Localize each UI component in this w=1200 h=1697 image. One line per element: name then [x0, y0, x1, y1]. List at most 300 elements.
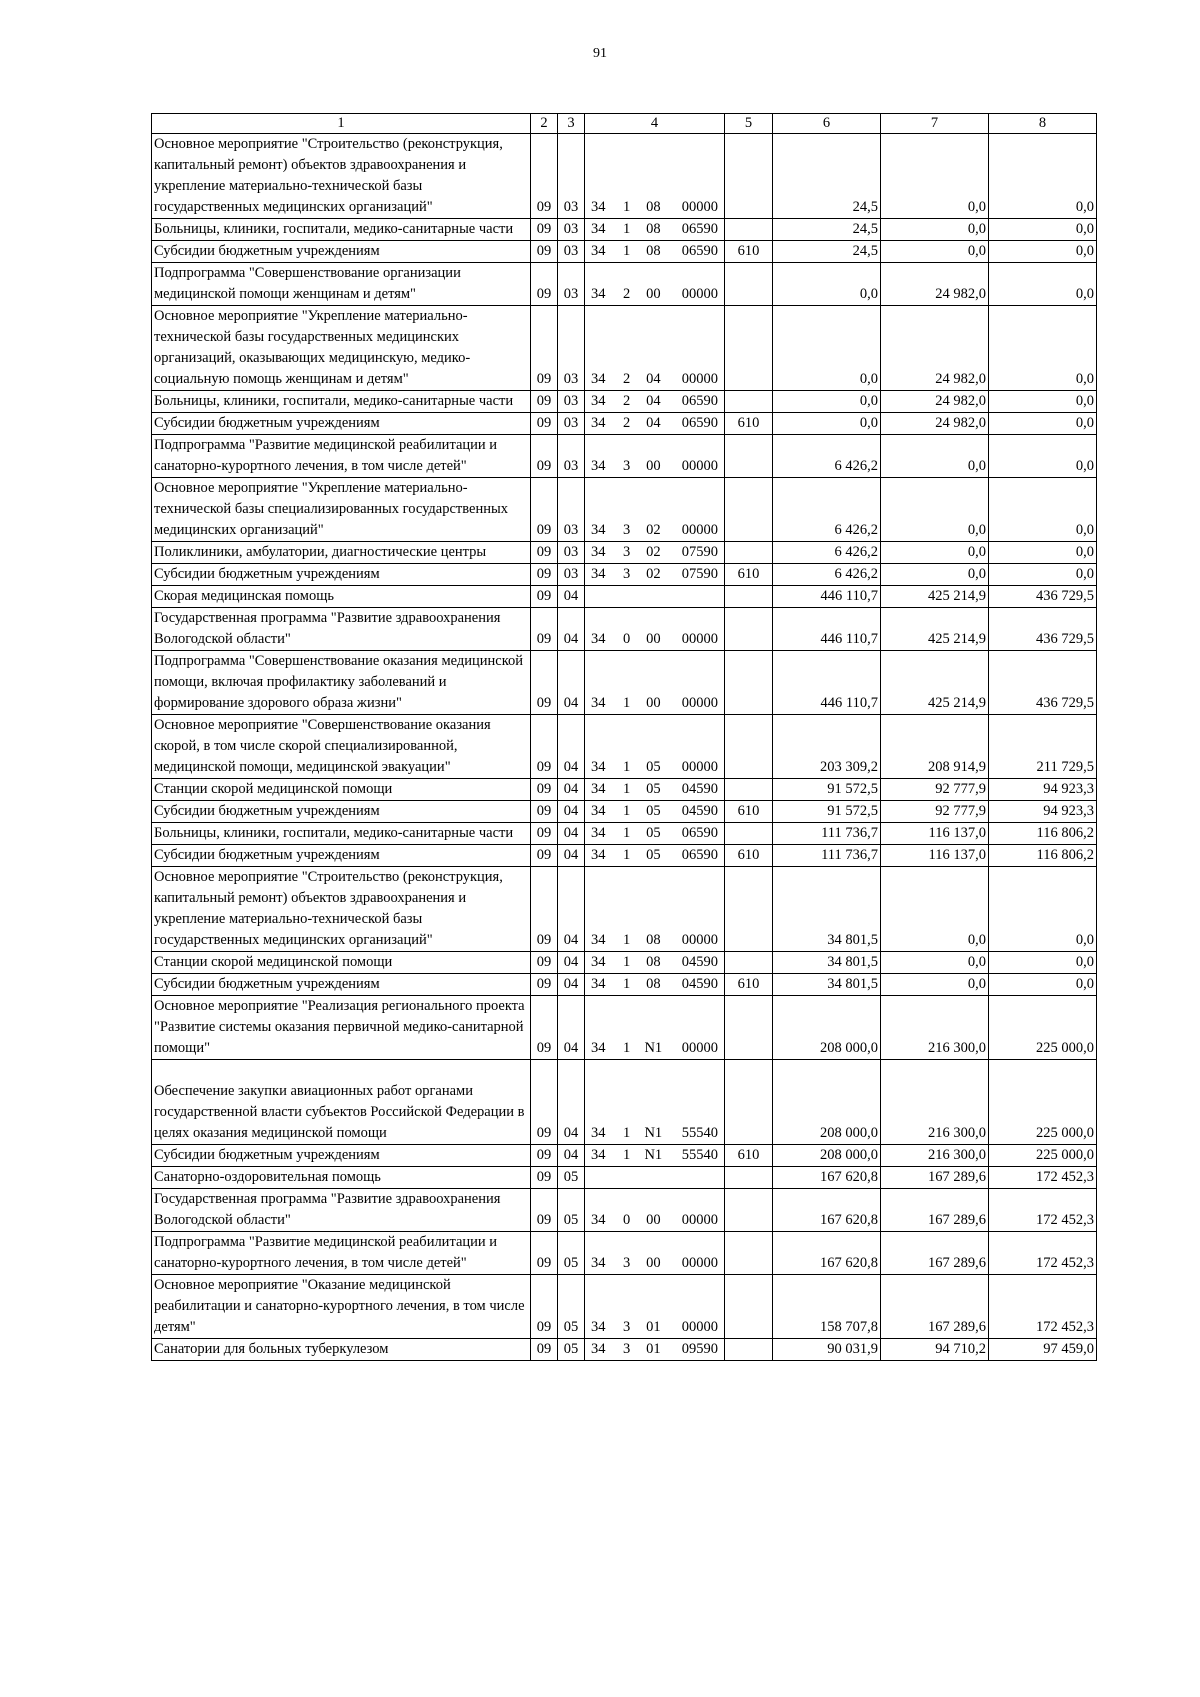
code-event: 08: [646, 221, 661, 237]
cell-amount-col8: 0,0: [989, 435, 1097, 478]
cell-amount-col8: 0,0: [989, 413, 1097, 435]
page-number: 91: [593, 46, 607, 61]
code-subprogram: 3: [623, 458, 631, 474]
row-name: Субсидии бюджетным учреждениям: [152, 801, 531, 823]
cell-amount-col6: 111 736,7: [773, 823, 881, 845]
cell-section: 09: [531, 823, 558, 845]
code-event: 08: [646, 243, 661, 259]
code-direction: 55540: [681, 1147, 718, 1163]
cell-amount-col7: 216 300,0: [881, 1145, 989, 1167]
cell-amount-col6: 208 000,0: [773, 1145, 881, 1167]
cell-amount-col8: 116 806,2: [989, 845, 1097, 867]
cell-subsection: 04: [558, 867, 585, 952]
cell-amount-col6: 203 309,2: [773, 715, 881, 779]
header-cell: 3: [558, 114, 585, 134]
table-row: [152, 974, 1097, 996]
code-program: 34: [591, 1125, 606, 1141]
cell-expense-type: [725, 1275, 773, 1339]
table-row: [152, 823, 1097, 845]
code-event: 00: [646, 458, 661, 474]
table-row: [152, 564, 1097, 586]
cell-amount-col8: 0,0: [989, 241, 1097, 263]
code-subprogram: 1: [623, 221, 631, 237]
cell-target-code: [585, 608, 725, 651]
code-subprogram: 3: [623, 1319, 631, 1335]
cell-expense-type: [725, 779, 773, 801]
code-program: 34: [591, 458, 606, 474]
cell-section: 09: [531, 1339, 558, 1361]
cell-section: 09: [531, 801, 558, 823]
code-event: 05: [646, 847, 661, 863]
header-cell: 4: [585, 114, 725, 134]
cell-expense-type: [725, 715, 773, 779]
code-program: 34: [591, 631, 606, 647]
cell-section: 09: [531, 435, 558, 478]
row-name: Основное мероприятие "Укрепление материально-технической базы специализированных государственных медицинских организаций": [152, 478, 531, 542]
code-program: 34: [591, 954, 606, 970]
cell-section: 09: [531, 391, 558, 413]
code-direction: 00000: [681, 759, 718, 775]
table-row: [152, 801, 1097, 823]
code-program: 34: [591, 847, 606, 863]
table-row: [152, 1189, 1097, 1232]
cell-target-code: [585, 845, 725, 867]
cell-amount-col7: 0,0: [881, 435, 989, 478]
cell-amount-col6: 24,5: [773, 134, 881, 219]
cell-expense-type: 610: [725, 241, 773, 263]
cell-amount-col7: 0,0: [881, 564, 989, 586]
cell-section: 09: [531, 263, 558, 306]
cell-section: 09: [531, 241, 558, 263]
cell-amount-col8: 0,0: [989, 974, 1097, 996]
cell-section: 09: [531, 413, 558, 435]
cell-amount-col7: 425 214,9: [881, 651, 989, 715]
cell-expense-type: [725, 1167, 773, 1189]
cell-amount-col8: 172 452,3: [989, 1167, 1097, 1189]
cell-section: 09: [531, 1275, 558, 1339]
cell-amount-col6: 6 426,2: [773, 564, 881, 586]
code-event: 02: [646, 566, 661, 582]
cell-amount-col6: 6 426,2: [773, 435, 881, 478]
table-row: [152, 608, 1097, 651]
table-row: [152, 867, 1097, 952]
code-program: 34: [591, 781, 606, 797]
cell-amount-col6: 6 426,2: [773, 478, 881, 542]
table-row: [152, 1167, 1097, 1189]
cell-section: 09: [531, 845, 558, 867]
code-direction: 04590: [681, 803, 718, 819]
header-cell: 1: [152, 114, 531, 134]
cell-target-code: [585, 241, 725, 263]
row-name: Подпрограмма "Совершенствование организации медицинской помощи женщинам и детям": [152, 263, 531, 306]
table-row: [152, 1145, 1097, 1167]
cell-section: 09: [531, 608, 558, 651]
cell-target-code: [585, 1189, 725, 1232]
cell-amount-col8: 0,0: [989, 391, 1097, 413]
cell-amount-col8: 0,0: [989, 542, 1097, 564]
cell-section: 09: [531, 779, 558, 801]
code-program: 34: [591, 1319, 606, 1335]
code-program: 34: [591, 415, 606, 431]
table-row: [152, 996, 1097, 1060]
cell-amount-col7: 116 137,0: [881, 845, 989, 867]
cell-amount-col6: 91 572,5: [773, 779, 881, 801]
cell-subsection: 04: [558, 779, 585, 801]
cell-amount-col6: 158 707,8: [773, 1275, 881, 1339]
cell-amount-col8: 0,0: [989, 134, 1097, 219]
cell-subsection: 04: [558, 1060, 585, 1145]
budget-table: [151, 113, 1097, 1361]
cell-amount-col8: 0,0: [989, 564, 1097, 586]
table-row: [152, 779, 1097, 801]
row-name: Субсидии бюджетным учреждениям: [152, 974, 531, 996]
code-program: 34: [591, 803, 606, 819]
header-cell: 6: [773, 114, 881, 134]
cell-section: 09: [531, 1060, 558, 1145]
cell-section: 09: [531, 651, 558, 715]
cell-amount-col7: 24 982,0: [881, 263, 989, 306]
cell-subsection: 04: [558, 974, 585, 996]
cell-amount-col8: 436 729,5: [989, 586, 1097, 608]
cell-amount-col8: 211 729,5: [989, 715, 1097, 779]
cell-expense-type: 610: [725, 1145, 773, 1167]
cell-amount-col7: 24 982,0: [881, 306, 989, 391]
table-row: [152, 542, 1097, 564]
code-direction: 09590: [681, 1341, 718, 1357]
cell-expense-type: [725, 996, 773, 1060]
code-program: 34: [591, 544, 606, 560]
row-name: Больницы, клиники, госпитали, медико-санитарные части: [152, 219, 531, 241]
row-name: Подпрограмма "Развитие медицинской реабилитации и санаторно-курортного лечения, в том числе детей": [152, 1232, 531, 1275]
cell-target-code: [585, 952, 725, 974]
code-program: 34: [591, 286, 606, 302]
cell-amount-col7: 216 300,0: [881, 996, 989, 1060]
cell-amount-col7: 92 777,9: [881, 801, 989, 823]
table-row: [152, 391, 1097, 413]
cell-section: 09: [531, 306, 558, 391]
cell-amount-col8: 172 452,3: [989, 1189, 1097, 1232]
cell-amount-col7: 167 289,6: [881, 1167, 989, 1189]
cell-amount-col7: 216 300,0: [881, 1060, 989, 1145]
cell-expense-type: [725, 263, 773, 306]
cell-target-code: [585, 435, 725, 478]
code-event: 08: [646, 954, 661, 970]
cell-amount-col6: 0,0: [773, 391, 881, 413]
code-event: 01: [646, 1319, 661, 1335]
cell-amount-col8: 116 806,2: [989, 823, 1097, 845]
row-name: Субсидии бюджетным учреждениям: [152, 413, 531, 435]
cell-section: 09: [531, 1232, 558, 1275]
cell-amount-col7: 94 710,2: [881, 1339, 989, 1361]
code-direction: 00000: [681, 1212, 718, 1228]
cell-amount-col6: 0,0: [773, 413, 881, 435]
code-subprogram: 0: [623, 631, 631, 647]
cell-subsection: 05: [558, 1167, 585, 1189]
row-name: Больницы, клиники, госпитали, медико-санитарные части: [152, 823, 531, 845]
table-row: [152, 1275, 1097, 1339]
cell-amount-col8: 97 459,0: [989, 1339, 1097, 1361]
cell-section: 09: [531, 478, 558, 542]
cell-amount-col6: 34 801,5: [773, 952, 881, 974]
row-name: Субсидии бюджетным учреждениям: [152, 845, 531, 867]
code-direction: 06590: [681, 825, 718, 841]
code-direction: 06590: [681, 415, 718, 431]
cell-subsection: 03: [558, 219, 585, 241]
cell-subsection: 05: [558, 1275, 585, 1339]
code-direction: 00000: [681, 631, 718, 647]
cell-subsection: 05: [558, 1339, 585, 1361]
cell-amount-col7: 425 214,9: [881, 586, 989, 608]
row-name: Санатории для больных туберкулезом: [152, 1339, 531, 1361]
cell-subsection: 03: [558, 542, 585, 564]
code-subprogram: 1: [623, 825, 631, 841]
code-direction: 04590: [681, 781, 718, 797]
code-program: 34: [591, 825, 606, 841]
cell-section: 09: [531, 974, 558, 996]
cell-subsection: 03: [558, 413, 585, 435]
cell-subsection: 05: [558, 1189, 585, 1232]
cell-subsection: 03: [558, 134, 585, 219]
code-direction: 00000: [681, 286, 718, 302]
row-name: Обеспечение закупки авиационных работ органами государственной власти субъектов Российской Федерации в целях оказания медицинской помощи: [152, 1060, 531, 1145]
code-program: 34: [591, 1255, 606, 1271]
table-row: [152, 306, 1097, 391]
cell-amount-col7: 0,0: [881, 478, 989, 542]
cell-amount-col6: 34 801,5: [773, 867, 881, 952]
cell-target-code: [585, 263, 725, 306]
code-event: 08: [646, 932, 661, 948]
code-direction: 55540: [681, 1125, 718, 1141]
row-name: Поликлиники, амбулатории, диагностические центры: [152, 542, 531, 564]
code-event: 05: [646, 759, 661, 775]
cell-amount-col8: 94 923,3: [989, 779, 1097, 801]
code-program: 34: [591, 1147, 606, 1163]
code-event: 05: [646, 825, 661, 841]
cell-subsection: 04: [558, 715, 585, 779]
cell-amount-col8: 172 452,3: [989, 1232, 1097, 1275]
table-body: [152, 134, 1097, 1361]
cell-amount-col8: 0,0: [989, 263, 1097, 306]
cell-target-code: [585, 306, 725, 391]
cell-target-code: [585, 542, 725, 564]
cell-target-code: [585, 1145, 725, 1167]
cell-target-code: [585, 413, 725, 435]
code-subprogram: 0: [623, 1212, 631, 1228]
cell-target-code: [585, 867, 725, 952]
table-row: [152, 413, 1097, 435]
row-name: Больницы, клиники, госпитали, медико-санитарные части: [152, 391, 531, 413]
cell-subsection: 04: [558, 1145, 585, 1167]
code-subprogram: 3: [623, 544, 631, 560]
cell-expense-type: [725, 219, 773, 241]
row-name: Подпрограмма "Развитие медицинской реабилитации и санаторно-курортного лечения, в том числе детей": [152, 435, 531, 478]
cell-section: 09: [531, 715, 558, 779]
cell-amount-col6: 6 426,2: [773, 542, 881, 564]
cell-target-code: [585, 1167, 725, 1189]
cell-amount-col8: 0,0: [989, 478, 1097, 542]
cell-subsection: 04: [558, 801, 585, 823]
row-name: Санаторно-оздоровительная помощь: [152, 1167, 531, 1189]
cell-expense-type: [725, 1232, 773, 1275]
cell-target-code: [585, 1339, 725, 1361]
cell-expense-type: 610: [725, 801, 773, 823]
code-subprogram: 1: [623, 759, 631, 775]
header-cell: 8: [989, 114, 1097, 134]
code-event: N1: [644, 1125, 663, 1141]
code-program: 34: [591, 1040, 606, 1056]
cell-amount-col8: 0,0: [989, 867, 1097, 952]
cell-subsection: 05: [558, 1232, 585, 1275]
code-subprogram: 1: [623, 243, 631, 259]
code-subprogram: 1: [623, 199, 631, 215]
cell-amount-col7: 0,0: [881, 867, 989, 952]
cell-amount-col8: 436 729,5: [989, 651, 1097, 715]
code-subprogram: 2: [623, 371, 631, 387]
cell-subsection: 04: [558, 996, 585, 1060]
cell-section: 09: [531, 564, 558, 586]
cell-expense-type: [725, 1060, 773, 1145]
cell-subsection: 04: [558, 823, 585, 845]
code-direction: 00000: [681, 522, 718, 538]
code-direction: 07590: [681, 544, 718, 560]
cell-target-code: [585, 823, 725, 845]
cell-amount-col7: 167 289,6: [881, 1232, 989, 1275]
table-row: [152, 1060, 1097, 1145]
code-direction: 00000: [681, 695, 718, 711]
cell-expense-type: [725, 435, 773, 478]
code-direction: 00000: [681, 371, 718, 387]
cell-target-code: [585, 996, 725, 1060]
cell-expense-type: [725, 586, 773, 608]
code-program: 34: [591, 243, 606, 259]
cell-subsection: 03: [558, 435, 585, 478]
code-event: 05: [646, 803, 661, 819]
row-name: Государственная программа "Развитие здравоохранения Вологодской области": [152, 608, 531, 651]
cell-amount-col8: 94 923,3: [989, 801, 1097, 823]
code-event: 08: [646, 199, 661, 215]
cell-amount-col6: 91 572,5: [773, 801, 881, 823]
cell-amount-col7: 167 289,6: [881, 1189, 989, 1232]
cell-section: 09: [531, 996, 558, 1060]
code-event: 00: [646, 286, 661, 302]
table-row: [152, 435, 1097, 478]
cell-subsection: 04: [558, 845, 585, 867]
table-row: [152, 651, 1097, 715]
cell-subsection: 04: [558, 586, 585, 608]
code-direction: 00000: [681, 1319, 718, 1335]
code-event: 00: [646, 695, 661, 711]
row-name: Субсидии бюджетным учреждениям: [152, 241, 531, 263]
cell-target-code: [585, 801, 725, 823]
cell-expense-type: 610: [725, 845, 773, 867]
table-row: [152, 1232, 1097, 1275]
table-row: [152, 845, 1097, 867]
code-program: 34: [591, 976, 606, 992]
cell-amount-col7: 208 914,9: [881, 715, 989, 779]
cell-section: 09: [531, 867, 558, 952]
code-subprogram: 1: [623, 954, 631, 970]
cell-amount-col6: 24,5: [773, 219, 881, 241]
cell-target-code: [585, 391, 725, 413]
cell-target-code: [585, 651, 725, 715]
code-subprogram: 1: [623, 932, 631, 948]
row-name: Государственная программа "Развитие здравоохранения Вологодской области": [152, 1189, 531, 1232]
cell-expense-type: [725, 608, 773, 651]
cell-amount-col8: 0,0: [989, 306, 1097, 391]
table-row: [152, 586, 1097, 608]
cell-subsection: 04: [558, 651, 585, 715]
code-event: N1: [644, 1147, 663, 1163]
cell-expense-type: 610: [725, 974, 773, 996]
cell-amount-col6: 167 620,8: [773, 1167, 881, 1189]
cell-amount-col7: 0,0: [881, 134, 989, 219]
code-subprogram: 2: [623, 286, 631, 302]
row-name: Подпрограмма "Совершенствование оказания медицинской помощи, включая профилактику заболеваний и формирование здорового образа жизни": [152, 651, 531, 715]
code-direction: 04590: [681, 976, 718, 992]
cell-section: 09: [531, 586, 558, 608]
table-row: [152, 952, 1097, 974]
cell-target-code: [585, 478, 725, 542]
cell-expense-type: [725, 952, 773, 974]
cell-expense-type: [725, 823, 773, 845]
cell-amount-col8: 225 000,0: [989, 1060, 1097, 1145]
code-event: 05: [646, 781, 661, 797]
header-row: [152, 114, 1097, 134]
cell-target-code: [585, 1232, 725, 1275]
cell-amount-col6: 446 110,7: [773, 608, 881, 651]
cell-expense-type: [725, 134, 773, 219]
cell-amount-col8: 225 000,0: [989, 996, 1097, 1060]
header-cell: 7: [881, 114, 989, 134]
cell-subsection: 03: [558, 564, 585, 586]
cell-target-code: [585, 779, 725, 801]
cell-section: 09: [531, 134, 558, 219]
code-program: 34: [591, 199, 606, 215]
row-name: Основное мероприятие "Оказание медицинской реабилитации и санаторно-курортного лечения, в том числе детям": [152, 1275, 531, 1339]
code-subprogram: 1: [623, 976, 631, 992]
code-program: 34: [591, 1212, 606, 1228]
cell-target-code: [585, 1060, 725, 1145]
cell-section: 09: [531, 1145, 558, 1167]
cell-target-code: [585, 219, 725, 241]
code-event: 01: [646, 1341, 661, 1357]
code-subprogram: 1: [623, 1040, 631, 1056]
code-subprogram: 3: [623, 522, 631, 538]
cell-amount-col6: 111 736,7: [773, 845, 881, 867]
row-name: Скорая медицинская помощь: [152, 586, 531, 608]
cell-amount-col8: 0,0: [989, 952, 1097, 974]
code-direction: 04590: [681, 954, 718, 970]
code-direction: 00000: [681, 932, 718, 948]
code-direction: 06590: [681, 393, 718, 409]
cell-expense-type: 610: [725, 413, 773, 435]
row-name: Основное мероприятие "Совершенствование оказания скорой, в том числе скорой специализированной, медицинской помощи, медицинской эвакуации": [152, 715, 531, 779]
header-cell: 5: [725, 114, 773, 134]
cell-section: 09: [531, 219, 558, 241]
row-name: Станции скорой медицинской помощи: [152, 952, 531, 974]
cell-amount-col6: 0,0: [773, 263, 881, 306]
cell-amount-col6: 167 620,8: [773, 1232, 881, 1275]
cell-subsection: 04: [558, 608, 585, 651]
cell-amount-col6: 34 801,5: [773, 974, 881, 996]
code-subprogram: 1: [623, 1125, 631, 1141]
cell-section: 09: [531, 1167, 558, 1189]
cell-amount-col7: 92 777,9: [881, 779, 989, 801]
code-event: 00: [646, 1255, 661, 1271]
code-direction: 06590: [681, 243, 718, 259]
cell-subsection: 03: [558, 306, 585, 391]
code-subprogram: 3: [623, 1255, 631, 1271]
